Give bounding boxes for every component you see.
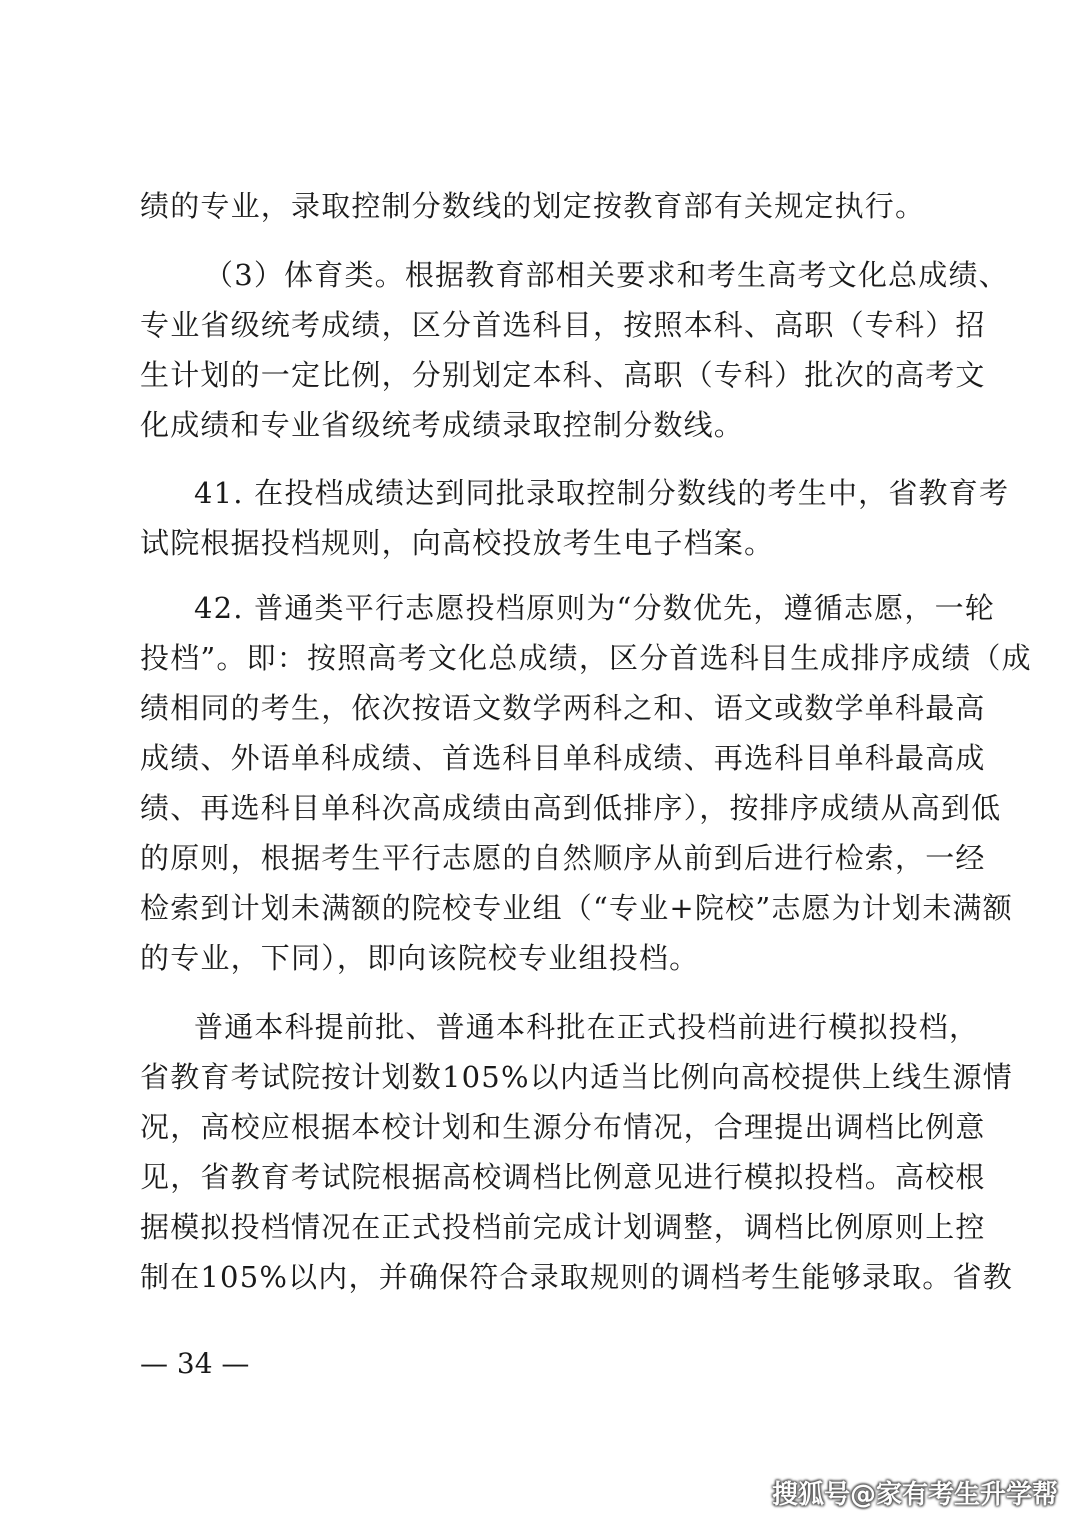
text-line-18: 况，高校应根据本校计划和生源分布情况，合理提出调档比例意 [140, 1110, 986, 1144]
text-line-15: 的专业，下同），即向该院校专业组投档。 [140, 941, 700, 975]
text-line-14: 检索到计划未满额的院校专业组（“专业+院校”志愿为计划未满额 [140, 891, 1013, 925]
text-line-11: 成绩、外语单科成绩、首选科目单科成绩、再选科目单科最高成 [140, 741, 986, 775]
text-line-17: 省教育考试院按计划数105%以内适当比例向高校提供上线生源情 [140, 1060, 1013, 1094]
text-line-16: 普通本科提前批、普通本科批在正式投档前进行模拟投档， [194, 1010, 980, 1044]
watermark: 搜狐号@家有考生升学帮 [771, 1480, 1058, 1510]
text-line-2: （3）体育类。根据教育部相关要求和考生高考文化总成绩、 [204, 258, 1009, 292]
page-number: — 34 — [140, 1347, 250, 1380]
text-line-20: 据模拟投档情况在正式投档前完成计划调整，调档比例原则上控 [140, 1210, 986, 1244]
text-line-12: 绩、再选科目单科次高成绩由高到低排序），按排序成绩从高到低 [140, 791, 1002, 825]
text-line-5: 化成绩和专业省级统考成绩录取控制分数线。 [140, 408, 745, 442]
text-line-8: 42. 普通类平行志愿投档原则为“分数优先，遵循志愿，一轮 [194, 591, 995, 625]
text-line-13: 的原则，根据考生平行志愿的自然顺序从前到后进行检索，一经 [140, 841, 986, 875]
text-line-19: 见，省教育考试院根据高校调档比例意见进行模拟投档。高校根 [140, 1160, 986, 1194]
text-line-9: 投档”。即：按照高考文化总成绩，区分首选科目生成排序成绩（成 [140, 641, 1032, 675]
text-line-1: 绩的专业，录取控制分数线的划定按教育部有关规定执行。 [140, 189, 926, 223]
text-line-10: 绩相同的考生，依次按语文数学两科之和、语文或数学单科最高 [140, 691, 986, 725]
text-line-7: 试院根据投档规则，向高校投放考生电子档案。 [140, 526, 775, 560]
text-line-6: 41. 在投档成绩达到同批录取控制分数线的考生中，省教育考 [194, 476, 1010, 510]
text-line-4: 生计划的一定比例，分别划定本科、高职（专科）批次的高考文 [140, 358, 986, 392]
text-line-21: 制在105%以内，并确保符合录取规则的调档考生能够录取。省教 [140, 1260, 1013, 1294]
text-line-3: 专业省级统考成绩，区分首选科目，按照本科、高职（专科）招 [140, 308, 986, 342]
